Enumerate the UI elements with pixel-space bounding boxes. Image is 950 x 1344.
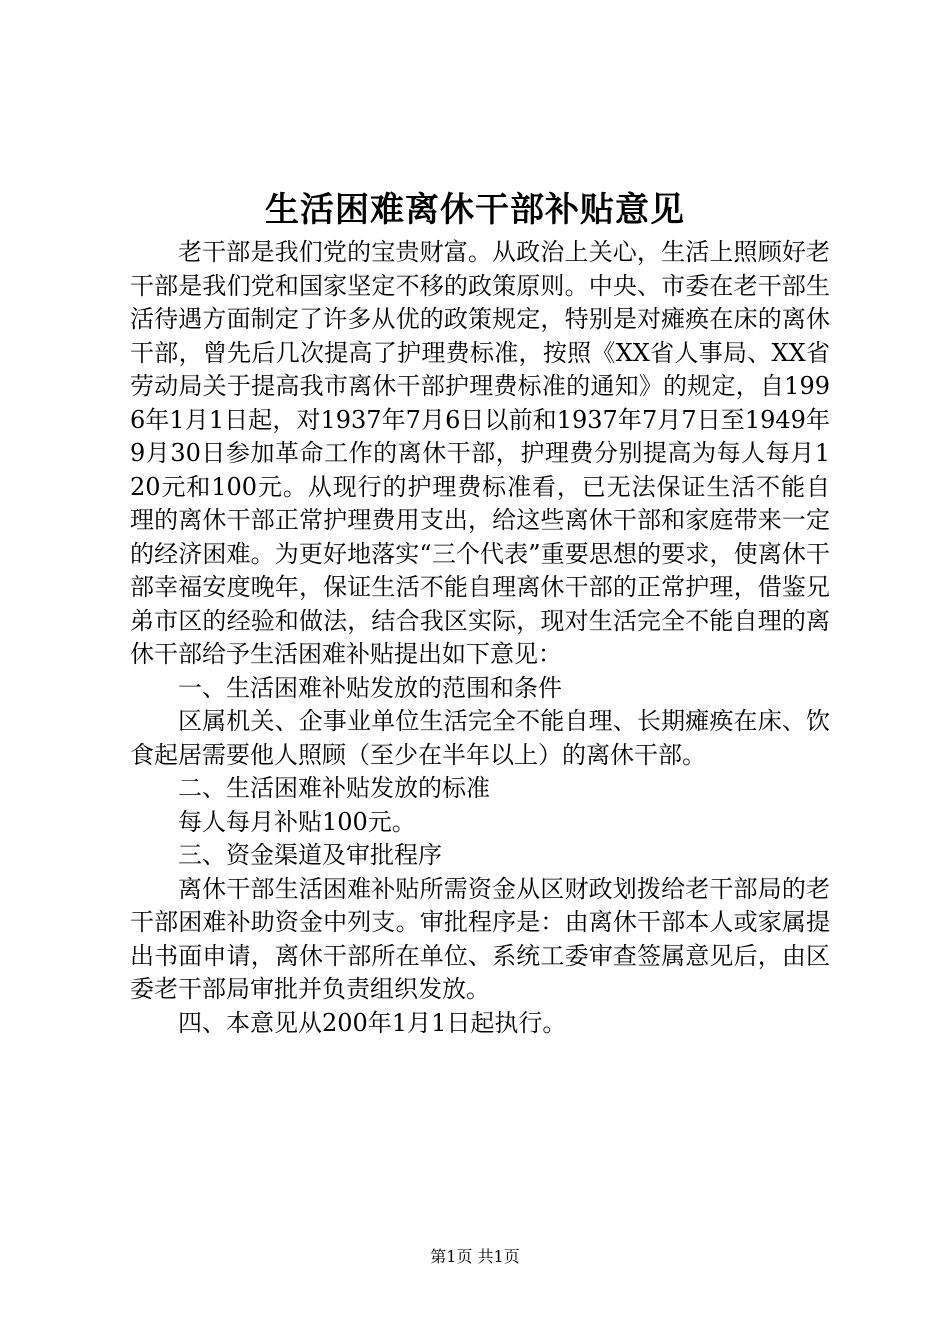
document-title: 生活困难离休干部补贴意见 <box>265 190 685 230</box>
paragraph-effective-date: 四、本意见从200年1月1日起执行。 <box>178 1008 567 1037</box>
page-number-footer: 第1页 共1页 <box>430 1247 520 1266</box>
document-body <box>130 236 830 1040</box>
paragraph-funding: 离休干部生活困难补贴所需资金从区财政划拨给老干部局的老干部困难补助资金中列支。审批程序是：由离休干部本人或家属提出书面申请，离休干部所在单位、系统工委审查签属意见后，由区委老干部局审批并负责组织发放。 <box>130 874 830 1003</box>
paragraph-scope: 区属机关、企事业单位生活完全不能自理、长期瘫痪在床、饮食起居需要他人照顾（至少在半年以上）的离休干部。 <box>130 707 830 769</box>
section-heading-scope: 一、生活困难补贴发放的范围和条件 <box>178 673 562 702</box>
paragraph-intro: 老干部是我们党的宝贵财富。从政治上关心，生活上照顾好老干部是我们党和国家坚定不移的政策原则。中央、市委在老干部生活待遇方面制定了许多从优的政策规定，特别是对瘫痪在床的离休干部，曾先后几次提高了护理费标准，按照《XX省人事局、XX省劳动局关于提高我市离休干部护理费标准的通知》的规定，自1996年1月1日起，对1937年7月6日以前和1937年7月7日至1949年9月30日参加革命工作的离休干部，护理费分别提高为每人每月120元和100元。从现行的护理费标准看，已无法保证生活不能自理的离休干部正常护理费用支出，给这些离休干部和家庭带来一定的经济困难。为更好地落实“三个代表”重要思想的要求，使离休干部幸福安度晚年，保证生活不能自理离休干部的正常护理，借鉴兄弟市区的经验和做法，结合我区实际，现对生活完全不能自理的离休干部给予生活困难补贴提出如下意见： <box>130 238 830 668</box>
section-heading-funding: 三、资金渠道及审批程序 <box>178 841 442 869</box>
section-heading-standard: 二、生活困难补贴发放的标准 <box>178 774 490 802</box>
paragraph-standard: 每人每月补贴100元。 <box>178 807 416 836</box>
